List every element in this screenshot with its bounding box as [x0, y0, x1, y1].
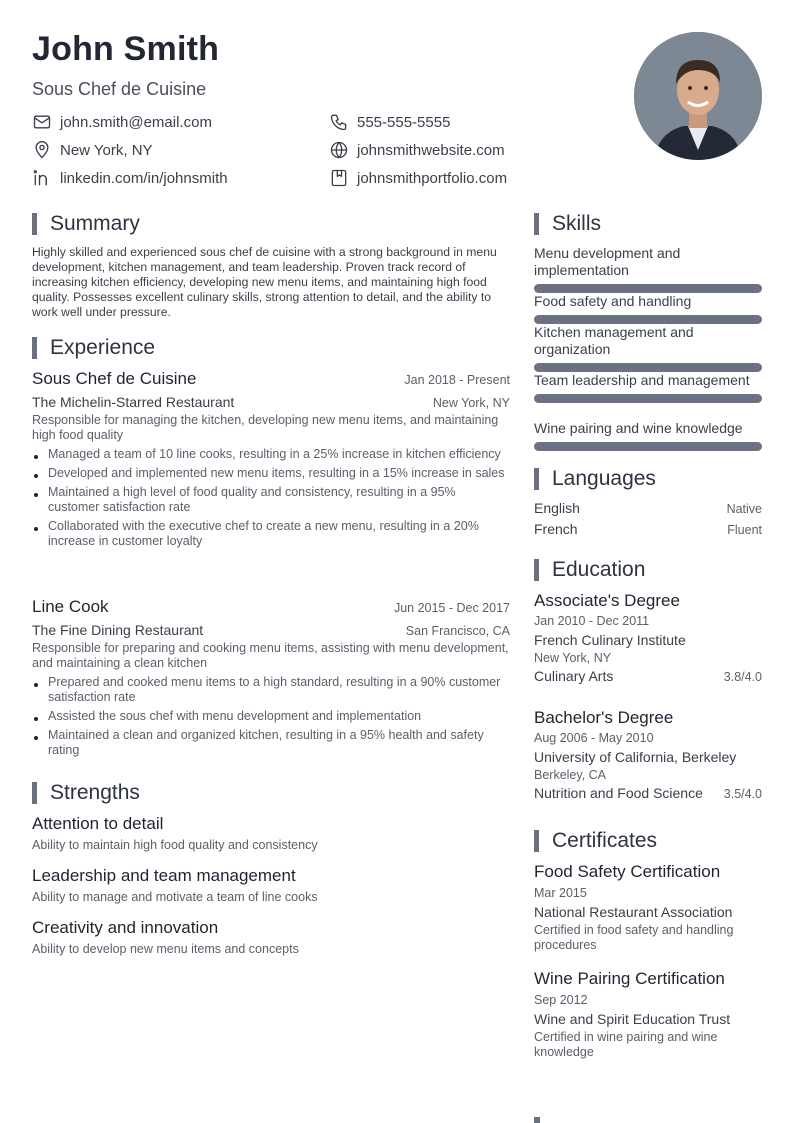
skill-name: Wine pairing and wine knowledge [534, 420, 743, 436]
section-title-certificates [534, 829, 657, 853]
list-item: Maintained a clean and organized kitchen, resulting in a 95% health and safety rating [32, 728, 510, 758]
portfolio-text: johnsmithportfolio.com [357, 169, 508, 187]
list-item: Maintained a high level of food quality and consistency, resulting in a 95% customer satisfaction rate [32, 485, 510, 515]
mail-icon [32, 112, 52, 132]
section-title-experience [32, 336, 155, 360]
contact-linkedin[interactable] [32, 168, 228, 188]
email-text: john.smith@email.com [60, 113, 212, 131]
school-name: University of California, Berkeley [534, 749, 737, 765]
skill-level-bar [534, 284, 762, 293]
strength-item [32, 866, 510, 904]
section-accent-bar [32, 782, 37, 804]
language-item [534, 500, 762, 516]
degree-name: Bachelor's Degree [534, 708, 674, 727]
list-item: Managed a team of 10 line cooks, resulting in a 25% increase in kitchen efficiency [32, 447, 510, 462]
skill-name: Kitchen management and organization [534, 324, 694, 357]
job-title: Line Cook [32, 597, 109, 616]
strength-title: Creativity and innovation [32, 918, 219, 937]
contact-portfolio[interactable] [329, 168, 507, 188]
section-label: Education [552, 558, 646, 581]
contact-email[interactable] [32, 112, 212, 132]
contact-website[interactable] [329, 140, 505, 160]
field-of-study: Nutrition and Food Science [534, 785, 703, 801]
skill-name: Food safety and handling [534, 293, 692, 309]
contact-location [32, 140, 153, 160]
certificate-entry-2 [534, 969, 762, 1060]
skill-item [534, 324, 762, 372]
location-text: New York, NY [60, 141, 153, 159]
gpa: 3.5/4.0 [723, 787, 762, 801]
phone-icon [329, 112, 349, 132]
summary-text: Highly skilled and experienced sous chef de cuisine with a strong background in menu development, kitchen management, and team leadership. Proven track record of increasing kitchen efficiency, developing new menu items, and maintaining high food quality. Possesses excellent culinary skills, strong attention to detail, and the ability to work well under pressure. [32, 245, 497, 319]
section-label: Certificates [552, 829, 658, 852]
certificate-title: Food Safety Certification [534, 862, 721, 881]
website-text: johnsmithwebsite.com [357, 141, 505, 159]
skill-item [534, 420, 762, 451]
field-of-study: Culinary Arts [534, 668, 614, 684]
skill-name: Team leadership and management [534, 372, 750, 388]
list-item: Developed and implemented new menu items, resulting in a 15% increase in sales [32, 466, 510, 481]
section-accent-bar [534, 213, 539, 235]
section-label: Summary [50, 212, 140, 235]
school-location: New York, NY [534, 651, 612, 665]
section-label: Experience [50, 336, 156, 359]
company-name: The Michelin-Starred Restaurant [32, 394, 235, 410]
profile-photo [634, 32, 762, 160]
list-item: Prepared and cooked menu items to a high standard, resulting in a 90% customer satisfaction rate [32, 675, 510, 705]
education-dates: Aug 2006 - May 2010 [534, 731, 654, 745]
language-item [534, 521, 762, 537]
job-description: Responsible for preparing and cooking menu items, assisting with menu development, and maintaining a clean kitchen [32, 641, 509, 670]
language-name: English [534, 500, 580, 516]
school-name: French Culinary Institute [534, 632, 686, 648]
list-item: Assisted the sous chef with menu development and implementation [32, 709, 510, 724]
certificate-entry-1 [534, 862, 762, 953]
skill-level-bar [534, 315, 762, 324]
school-location: Berkeley, CA [534, 768, 607, 782]
job-location: San Francisco, CA [405, 624, 510, 638]
job-dates: Jun 2015 - Dec 2017 [393, 601, 510, 615]
certificate-title: Wine Pairing Certification [534, 969, 725, 988]
skill-name: Menu development and implementation [534, 245, 681, 278]
strength-item [32, 918, 510, 956]
linkedin-text: linkedin.com/in/johnsmith [60, 169, 228, 187]
globe-icon [329, 140, 349, 160]
list-item: Collaborated with the executive chef to create a new menu, resulting in a 20% increase in customer loyalty [32, 519, 510, 549]
skill-level-bar [534, 363, 762, 372]
company-name: The Fine Dining Restaurant [32, 622, 204, 638]
job-headline: Sous Chef de Cuisine [32, 79, 207, 99]
job-location: New York, NY [432, 396, 510, 410]
job-description: Responsible for managing the kitchen, developing new menu items, and maintaining high food quality [32, 413, 499, 442]
section-label: Languages [552, 467, 656, 490]
education-entry-2 [534, 708, 762, 801]
linkedin-icon [32, 168, 52, 188]
job-dates: Jan 2018 - Present [404, 373, 510, 387]
section-accent-bar [534, 468, 539, 490]
certificate-description: Certified in wine pairing and wine knowledge [534, 1030, 718, 1059]
certificate-issuer: National Restaurant Association [534, 904, 733, 920]
section-accent-bar [32, 213, 37, 235]
certificate-issuer: Wine and Spirit Education Trust [534, 1011, 731, 1027]
section-title-strengths [32, 781, 140, 805]
section-title-languages [534, 467, 656, 491]
strength-description: Ability to manage and motivate a team of line cooks [32, 890, 318, 904]
section-title-education [534, 558, 645, 582]
skill-item [534, 372, 762, 403]
skill-level-bar [534, 442, 762, 451]
section-label: Strengths [50, 781, 140, 804]
section-accent-bar [534, 559, 539, 581]
strength-title: Attention to detail [32, 814, 164, 833]
strength-item [32, 814, 510, 852]
education-dates: Jan 2010 - Dec 2011 [534, 614, 650, 628]
certificate-date: Sep 2012 [534, 993, 588, 1007]
phone-text: 555-555-5555 [357, 113, 451, 131]
degree-name: Associate's Degree [534, 591, 680, 610]
section-accent-bar [534, 830, 539, 852]
skill-item [534, 245, 762, 293]
language-level: Native [726, 502, 762, 516]
page-continuation-marker [534, 1117, 540, 1123]
gpa: 3.8/4.0 [723, 670, 762, 684]
experience-entry-2 [32, 597, 510, 758]
job-title: Sous Chef de Cuisine [32, 369, 197, 388]
certificate-date: Mar 2015 [534, 886, 587, 900]
strength-description: Ability to maintain high food quality and consistency [32, 838, 318, 852]
section-title-skills [534, 212, 601, 236]
skill-level-bar [534, 394, 762, 403]
candidate-name: John Smith [32, 30, 220, 68]
experience-entry-1 [32, 369, 510, 549]
strength-description: Ability to develop new menu items and concepts [32, 942, 299, 956]
language-name: French [534, 521, 578, 537]
section-accent-bar [32, 337, 37, 359]
skill-item [534, 293, 762, 324]
bookmark-icon [329, 168, 349, 188]
strength-title: Leadership and team management [32, 866, 296, 885]
section-label: Skills [552, 212, 602, 235]
location-pin-icon [32, 140, 52, 160]
contact-phone[interactable] [329, 112, 450, 132]
section-title-summary [32, 212, 140, 236]
language-level: Fluent [727, 523, 762, 537]
certificate-description: Certified in food safety and handling procedures [534, 923, 734, 952]
education-entry-1 [534, 591, 762, 684]
